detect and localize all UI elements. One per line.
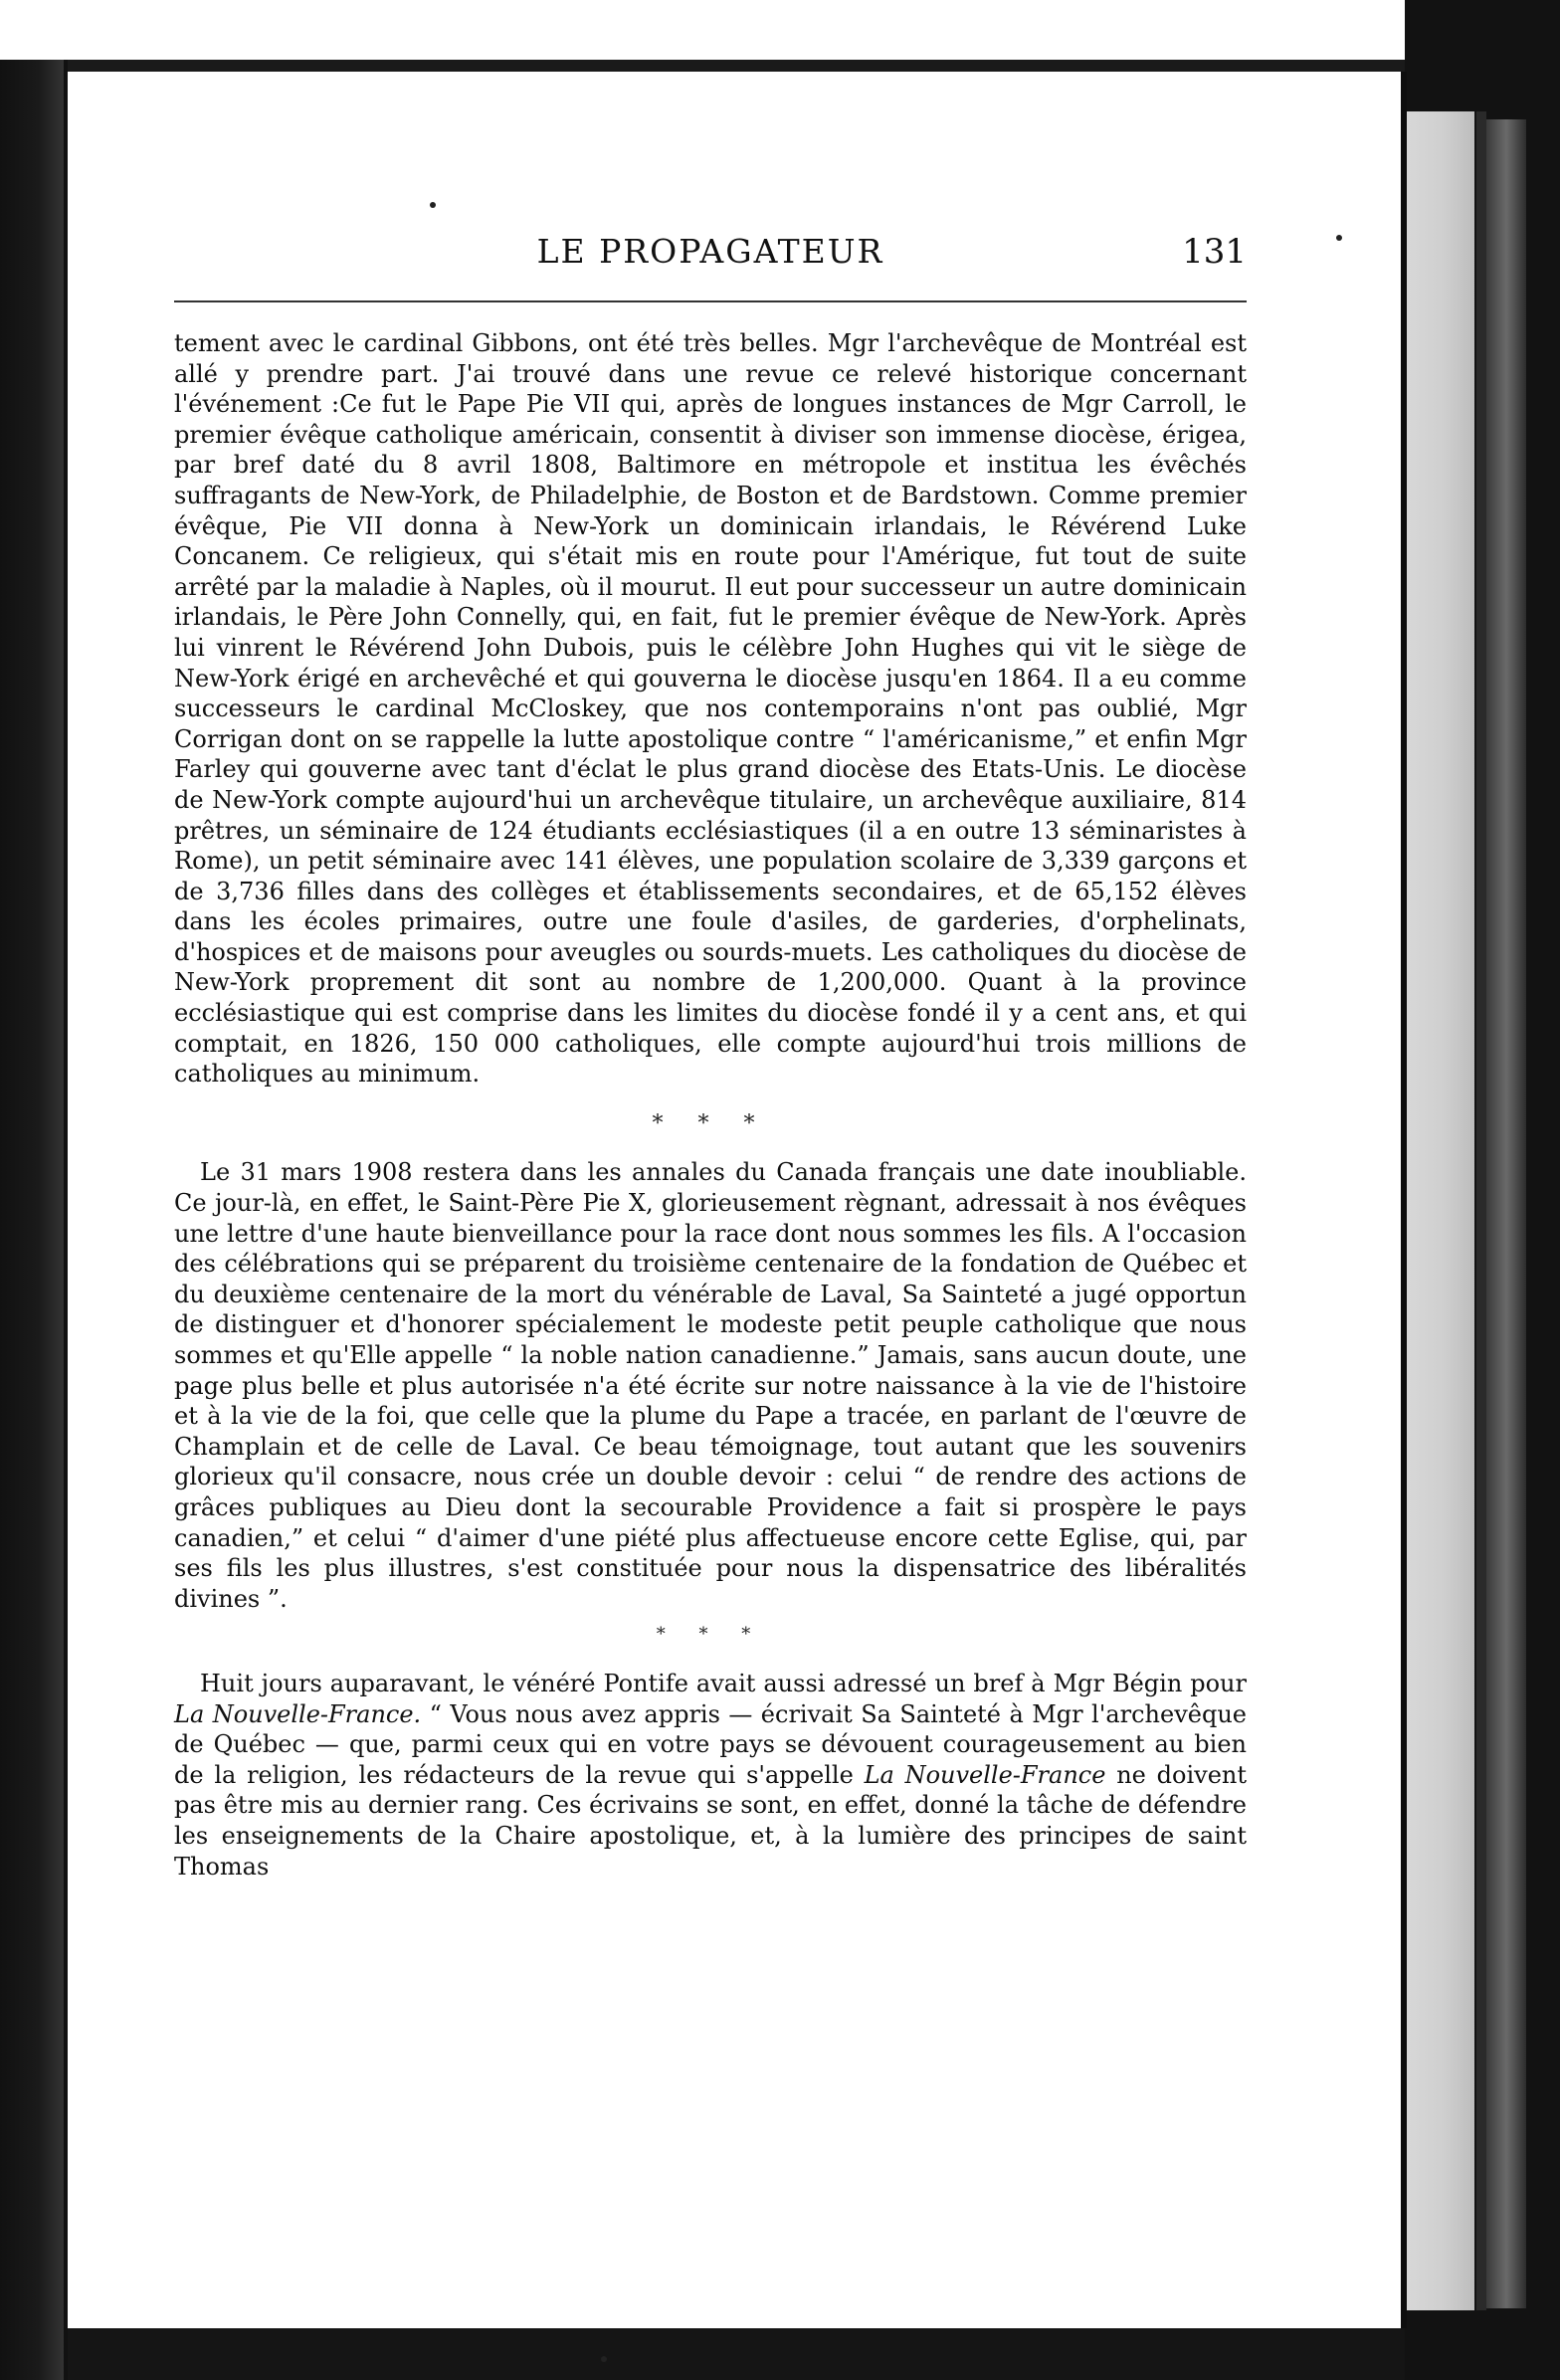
bottom-scan-border xyxy=(68,2328,1405,2380)
book-cover-edge xyxy=(1486,119,1526,2308)
paragraph-new-york-diocese: tement avec le cardinal Gibbons, ont été très belles. Mgr l'archevêque de Montréal est allé y prendre part. J'ai trouvé dans une revue ce relevé historique concernant l'événement :Ce fut le Pape Pie VII qui, après de longues instances de Mgr Carroll, le premier évêque catholique américain, consentit à diviser son immense diocèse, érigea, par bref daté du 8 avril 1808, Baltimore en métropole et institua les évêchés suffragants de New-York, de Philadelphie, de Boston et de Bardstown. Comme premier évêque, Pie VII donna à New-York un dominicain irlandais, le Révérend Luke Concanem. Ce religieux, qui s'était mis en route pour l'Amérique, fut tout de suite arrêté par la maladie à Naples, où il mourut. Il eut pour successeur un autre dominicain irlandais, le Père John Connelly, qui, en fait, fut le premier évêque de New-York. Après lui vinrent le Révérend John Dubois, puis le célèbre John Hughes qui vit le siège de New-York érigé en archevêché et qui gouverna le diocèse jusqu'en 1864. Il a eu comme successeurs le cardinal McCloskey, que nos contemporains n'ont pas oublié, Mgr Corrigan dont on se rappelle la lutte apostolique contre “ l'américanisme,” et enfin Mgr Farley qui gouverne avec tant d'éclat le plus grand diocèse des Etats-Unis. Le diocèse de New-York compte aujourd'hui un archevêque titulaire, un archevêque auxiliaire, 814 prêtres, un séminaire de 124 étudiants ecclésiastiques (il a en outre 13 séminaristes à Rome), un petit séminaire avec 141 élèves, une population scolaire de 3,339 garçons et de 3,736 filles dans des collèges et établissements secondaires, et de 65,152 élèves dans les écoles primaires, outre une foule d'asiles, de garderies, d'orphelinats, d'hospices et de maisons pour aveugles ou sourds-muets. Les catholiques du diocèse de New-York proprement dit sont au nombre de 1,200,000. Quant à la province ecclésiastique qui est comprise dans les limites du diocèse fondé il y a cent ans, et qui comptait, en 1826, 150 000 catholiques, elle compte aujourd'hui trois millions de catholiques au minimum. xyxy=(174,329,1247,1089)
speck xyxy=(601,2356,607,2362)
journal-title: La Nouvelle-France. xyxy=(174,1699,422,1728)
text-run: “ Vous nous avez appris — écrivait Sa Sainteté à Mgr l'archevêque de Québec — que, parmi ceux qui en votre pays se dévouent courageusement au bien de la religion, les rédacteurs de la revue qui s'appelle xyxy=(174,1699,1247,1789)
book-edge-line xyxy=(1476,111,1486,2310)
page-number: 131 xyxy=(1182,232,1247,272)
section-separator: * * * xyxy=(656,1624,765,1646)
speck xyxy=(1336,235,1342,241)
book-edge-pages xyxy=(1405,111,1474,2310)
speck xyxy=(430,202,436,208)
section-separator: * * * xyxy=(652,1110,769,1136)
journal-title: La Nouvelle-France xyxy=(864,1760,1106,1789)
running-head xyxy=(174,232,1247,276)
running-title: LE PROPAGATEUR xyxy=(536,232,884,271)
article-body xyxy=(174,328,1247,1882)
paragraph-nouvelle-france-brief xyxy=(174,1669,1247,1882)
text-run: Huit jours auparavant, le vénéré Pontife avait aussi adressé un bref à Mgr Bégin pour xyxy=(200,1669,1247,1697)
header-rule xyxy=(174,300,1247,302)
text-run: ne doivent pas être mis au dernier rang. Ces écrivains se sont, en effet, donné la tâche de défendre les enseignements de la Chaire apostolique, et, à la lumière des principes de saint Thomas xyxy=(174,1760,1247,1881)
paragraph-pius-x-letter: Le 31 mars 1908 restera dans les annales du Canada français une date inoubliable. Ce jour-là, en effet, le Saint-Père Pie X, glorieusement règnant, adressait à nos évêques une lettre d'une haute bienveillance pour la race dont nous sommes les fils. A l'occasion des célébrations qui se préparent du troisième centenaire de la fondation de Québec et du deuxième centenaire de la mort du vénérable de Laval, Sa Sainteté a jugé opportun de distinguer et d'honorer spécialement le modeste petit peuple catholique que nous sommes et qu'Elle appelle “ la noble nation canadienne.” Jamais, sans aucun doute, une page plus belle et plus autorisée n'a été écrite sur notre naissance à la vie de l'histoire et à la vie de la foi, que celle que la plume du Pape a tracée, en parlant de l'œuvre de Champlain et de celle de Laval. Ce beau témoignage, tout autant que les souvenirs glorieux qu'il consacre, nous crée un double devoir : celui “ de rendre des actions de grâces publiques au Dieu dont la secourable Providence a fait si prospère le pays canadien,” et celui “ d'aimer d'une piété plus affectueuse encore cette Eglise, qui, par ses fils les plus illustres, s'est constituée pour nous la dispensatrice des libéralités divines ”. xyxy=(174,1158,1247,1613)
left-page-edge xyxy=(0,60,64,2380)
